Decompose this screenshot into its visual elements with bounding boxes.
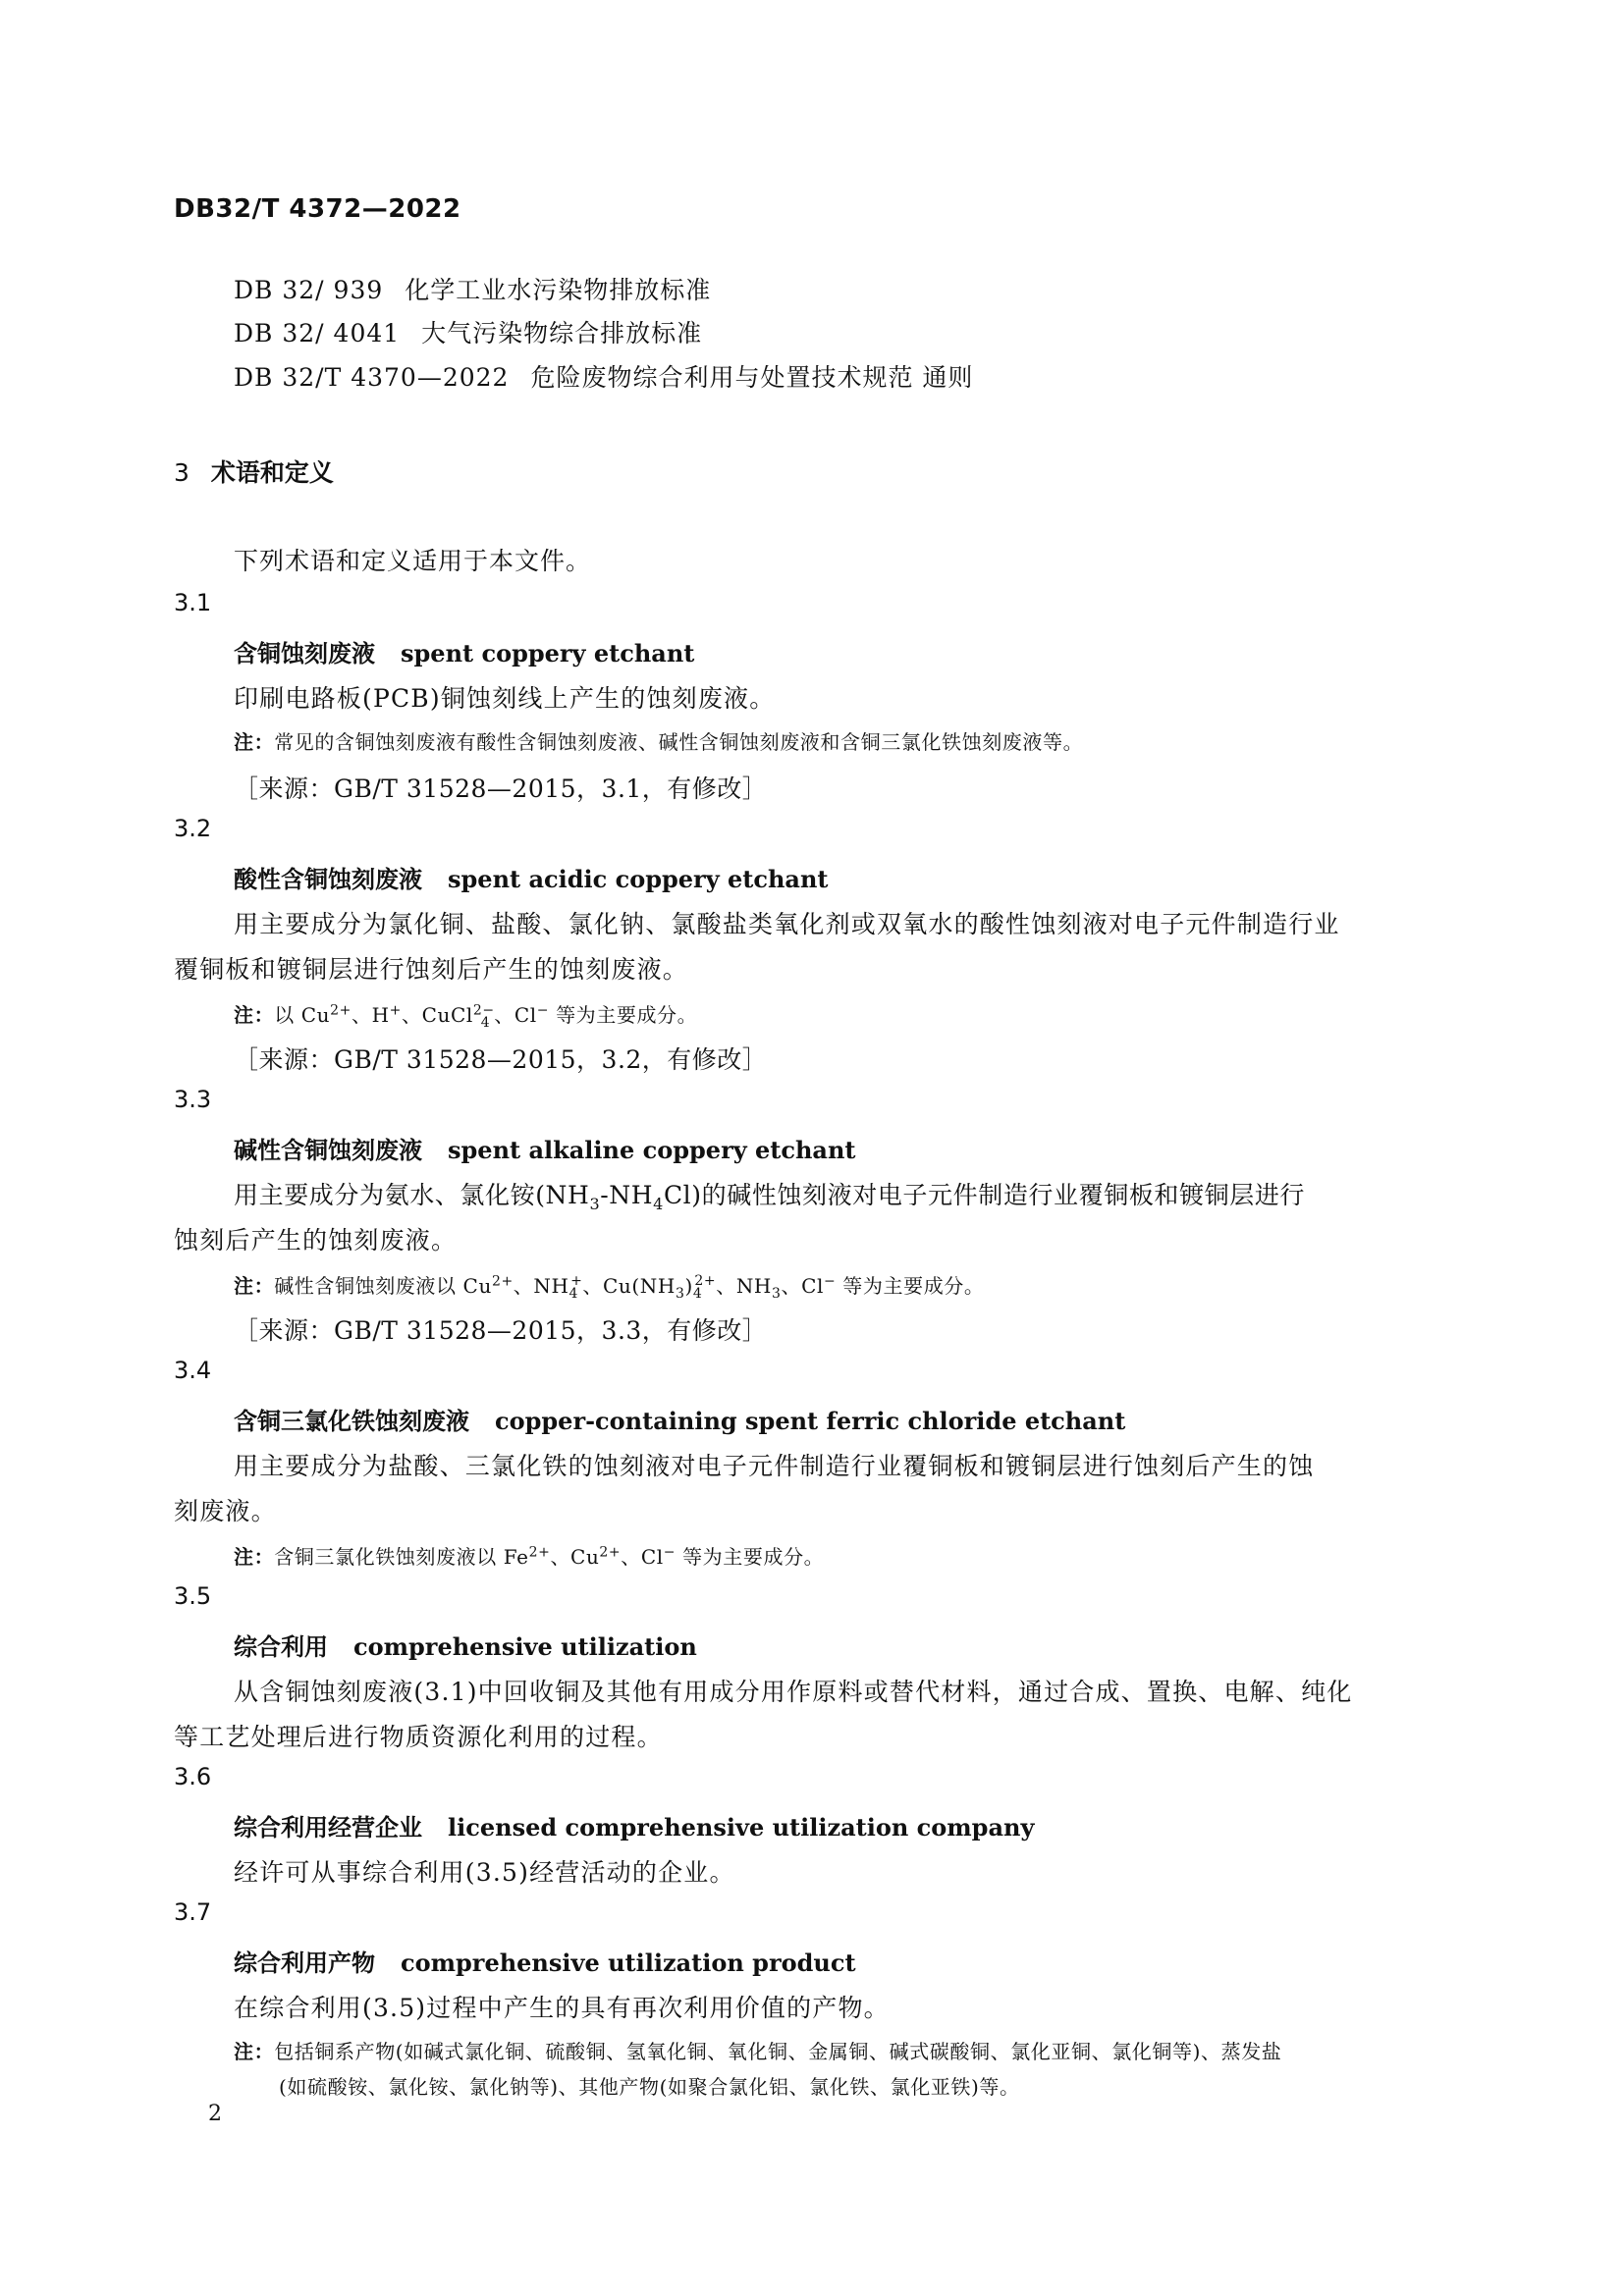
section-number: 3 [174,458,189,487]
term-note: 注：碱性含铜蚀刻废液以 $Cu^{2+}$、$NH_4^+$、$Cu(NH_3)_4^{2+}$、$NH_3$、Cl− 等为主要成分。 [234,1273,985,1302]
term-definition-cont: 蚀刻后产生的蚀刻废液。 [174,1226,458,1255]
term-name-cn: 综合利用 [234,1633,328,1661]
term-name-en: comprehensive utilization product [401,1949,856,1977]
term-name-cn: 含铜三氯化铁蚀刻废液 [234,1408,469,1435]
term-name-en: licensed comprehensive utilization company [448,1813,1035,1842]
term-note-cont: (如硫酸铵、氯化铵、氯化钠等)、其他产物(如聚合氯化铝、氯化铁、氯化亚铁)等。 [279,2075,1020,2099]
term-name-cn: 含铜蚀刻废液 [234,640,375,667]
term-definition-cont: 等工艺处理后进行物质资源化利用的过程。 [174,1723,663,1751]
section-heading [174,454,334,489]
term-name-en: spent acidic coppery etchant [448,865,829,893]
term-definition: 印刷电路板(PCB)铜蚀刻线上产生的蚀刻废液。 [234,684,776,713]
term-definition: 经许可从事综合利用(3.5)经营活动的企业。 [234,1858,735,1887]
term-number: 3.7 [174,1898,212,1926]
term-number: 3.1 [174,589,212,616]
term-name-en: copper-containing spent ferric chloride etchant [495,1407,1126,1435]
reference-title: 危险废物综合利用与处置技术规范 通则 [530,363,974,392]
term-source: ［来源：GB/T 31528—2015，3.1，有修改］ [234,774,768,803]
term-note: 注：包括铜系产物(如碱式氯化铜、硫酸铜、氢氧化铜、氧化铜、金属铜、碱式碳酸铜、氯化亚铜、氯化铜等)、蒸发盐 [234,2040,1282,2063]
term-number: 3.5 [174,1582,212,1610]
term-definition: 用主要成分为盐酸、三氯化铁的蚀刻液对电子元件制造行业覆铜板和镀铜层进行蚀刻后产生的蚀 [234,1452,1315,1480]
term-name-cn: 碱性含铜蚀刻废液 [234,1137,422,1164]
term-definition: 用主要成分为氯化铜、盐酸、氯化钠、氯酸盐类氧化剂或双氧水的酸性蚀刻液对电子元件制造行业 [234,910,1340,938]
reference-code: DB 32/T 4370—2022 [234,363,510,392]
term-name-en: spent coppery etchant [401,639,695,667]
section-intro: 下列术语和定义适用于本文件。 [234,547,592,575]
term-number: 3.3 [174,1086,212,1113]
term-heading [234,1808,1034,1842]
term-number: 3.6 [174,1763,212,1790]
reference-item [234,271,711,306]
term-name-cn: 综合利用经营企业 [234,1814,422,1842]
term-heading [234,1131,856,1165]
term-note: 注：含铜三氯化铁蚀刻废液以 $Fe^{2+}$、$Cu^{2+}$、Cl− 等为主要成分。 [234,1544,825,1569]
reference-code: DB 32/ 4041 [234,319,401,347]
term-name-cn: 综合利用产物 [234,1949,375,1977]
term-heading [234,1628,697,1662]
term-heading [234,860,829,894]
term-note: 注：常见的含铜蚀刻废液有酸性含铜蚀刻废液、碱性含铜蚀刻废液和含铜三氯化铁蚀刻废液等。 [234,730,1084,754]
term-heading [234,634,694,668]
term-definition: 从含铜蚀刻废液(3.1)中回收铜及其他有用成分用作原料或替代材料，通过合成、置换、电解、纯化 [234,1678,1353,1706]
page-number: 2 [208,2102,222,2126]
reference-title: 化学工业水污染物排放标准 [405,276,712,304]
term-heading [234,1402,1125,1436]
reference-code: DB 32/ 939 [234,276,384,304]
term-name-en: comprehensive utilization [353,1632,697,1661]
term-number: 3.4 [174,1357,212,1384]
reference-item [234,358,973,394]
reference-title: 大气污染物综合排放标准 [421,319,703,347]
term-name-cn: 酸性含铜蚀刻废液 [234,866,422,893]
document-code: DB32/T 4372—2022 [174,194,461,224]
term-definition: 在综合利用(3.5)过程中产生的具有再次利用价值的产物。 [234,1994,890,2022]
term-source: ［来源：GB/T 31528—2015，3.2，有修改］ [234,1045,768,1074]
term-definition-cont: 刻废液。 [174,1497,277,1525]
section-title: 术语和定义 [210,458,334,487]
term-name-en: spent alkaline coppery etchant [448,1136,856,1164]
term-definition: 用主要成分为氨水、氯化铵$(NH_3-NH_4Cl)$的碱性蚀刻液对电子元件制造行业覆铜板和镀铜层进行 [234,1181,1306,1213]
term-source: ［来源：GB/T 31528—2015，3.3，有修改］ [234,1316,768,1345]
term-note: 注：以 $Cu^{2+}$、H+、CuCl$^{2-}_4$ 、Cl− 等为主要成分。 [234,1002,698,1031]
term-definition-cont: 覆铜板和镀铜层进行蚀刻后产生的蚀刻废液。 [174,955,689,984]
term-number: 3.2 [174,815,212,842]
term-heading [234,1944,856,1978]
reference-item [234,314,702,349]
